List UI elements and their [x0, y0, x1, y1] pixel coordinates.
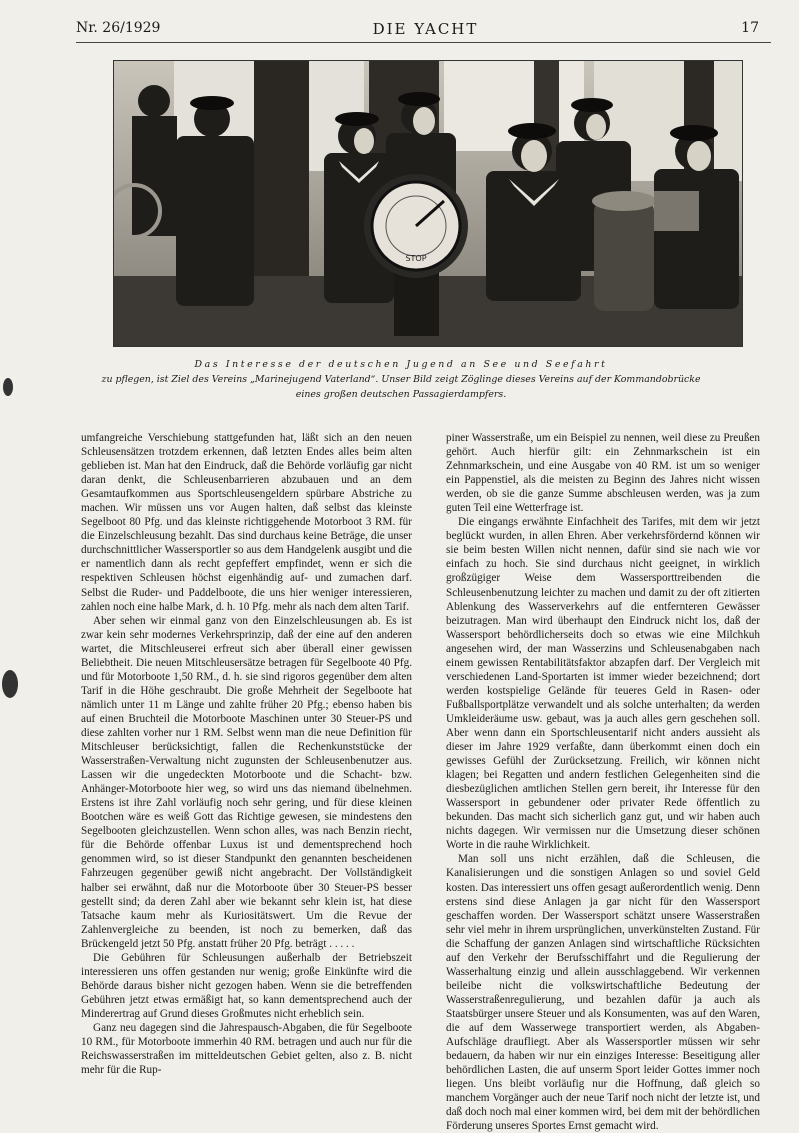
bridge-photo-illustration	[114, 61, 742, 346]
ink-blot	[2, 670, 18, 698]
header-rule	[76, 42, 771, 43]
page-number: 17	[741, 20, 759, 36]
right-column	[446, 431, 760, 1133]
photo-caption	[74, 357, 728, 402]
paragraph: Die eingangs erwähnte Einfachheit des Tarifes, mit dem wir jetzt beglückt wurden, in allen Ehren. Aber verkehrsfördernd können wir sie beim besten Willen nicht nennen, dafür sind sie nach wie vor einfach zu hoch. Sie sind durchaus nicht geeignet, in wirklich großzügiger Weise dem Wassersporttreibenden die Schleusenbenutzung leichter zu machen und damit zu der oft zitierten Ablenkung des Wasserverkehrs auf die entfernteren Gewässer beizutragen. Man wird überhaupt den Eindruck nicht los, daß der Wassersport behördlicherseits doch so etwas wie eine Milchkuh angesehen wird, der man Wasserzins und Schleusenabgaben nach einem gewissen Rentabilitätsfaktor abzapfen darf. Der Vergleich mit verschiedenen Land-Sportarten ist immer wieder bezeichnend; dort werden kostspielige Gelände für teueres Geld in Rasen- oder Fußballsportplätze verwandelt und als solche unterhalten; da werden Umkleideräume usw. gebaut, was ja auch alles gern geschehen soll. Aber wenn dann ein Sportschleusentarif nicht anders aussieht als dieser im Jahre 1929 verfaßte, dann überkommt einen doch ein gewisses Gefühl der Zurücksetzung. Freilich, wir können nicht klagen; bei Regatten und andern festlichen Gelegenheiten sind die diesbezüglichen amtlichen Stellen gern bereit, ihr Interesse für den Wassersport in gebundener oder privater Rede öffentlich zu bekunden. Das macht sich sicherlich ganz gut, und wir haben auch nichts dagegen. Wir vermissen nur die Umsetzung dieser schönen Worte in die rauhe Wirklichkeit.	[446, 516, 760, 852]
paragraph: Man soll uns nicht erzählen, daß die Schleusen, die Kanalisierungen und die sonstigen Anlagen so und soviel Geld kosten. Das interessiert uns offen gesagt außerordentlich wenig. Denn erstens sind diese Anlagen ja gar nicht für den Wassersport geschaffen worden. Der Wassersport schätzt unsere Wasserstraßen sehr viel mehr in ihrem ursprünglichen, unverkünstelten Zustand. Für die Schaffung der ganzen Anlagen sind wirtschaftliche Rücksichten auf den Verkehr der Berufsschiffahrt und die Regulierung der Wasserhaltung einzig und allein ausschlaggebend. Wir verkennen beileibe nicht die volkswirtschaftliche Bedeutung der Wasserstraßenregulierung, und bezahlen dafür ja auch als Staatsbürger unsere Steuer und als Konsumenten, was auf den Waren, die auf dem Wasserwege transportiert werden, als Abgaben-Aufschläge draufliegt. Aber als Wassersportler müssen wir sehr bedauern, da haben wir nur ein einziges Interesse: Beseitigung aller behördlichen Lasten, die auf unserm Sport leider Gottes immer noch liegen. Uns bleibt vorläufig nur die Hoffnung, daß gleich so manchem Vorgänger auch der neue Tarif noch nicht der letzte ist, und daß doch noch mal einer kommen wird, bei dem mit der behördlichen Förderung unseres Sportes Ernst gemacht wird.	[446, 853, 760, 1133]
telegraph-dial-text: STOP	[405, 254, 427, 263]
paragraph: Die Gebühren für Schleusungen außerhalb der Betriebszeit interessieren uns offen gestanden nur wenig; große Einkünfte wird die Behörde daraus bisher nicht gezogen haben. Wenn sie die betreffenden Gebühren jetzt etwas ermäßigt hat, so kann dementsprechend auch der Minderertrag auf Grund dieses Großmutes nicht erheblich sein.	[81, 951, 412, 1020]
caption-line-3: eines großen deutschen Passagierdampfers.	[295, 389, 507, 400]
bridge-photo	[113, 60, 743, 347]
paragraph: Aber sehen wir einmal ganz von den Einzelschleusungen ab. Es ist zwar kein sehr modernes Verkehrsprinzip, daß der eine auf den anderen wartet, die Mitschleuserei erfreut sich aber überall einer gewissen Beliebtheit. Die neuen Mitschleusersätze betragen für Segelboote 40 Pfg. und für Motorboote 1,50 RM., d. h. sie sind rigoros gegenüber dem alten Tarif in die Höhe geschraubt. Die große Mehrheit der Segelboote hat nämlich unter 11 m Länge und zahlte früher 20 Pfg.; ebenso haben bis auf einen Bruchteil die Motorboote Maschinen unter 30 Steuer-PS und diese zahlten vorher nur 1 RM. Selbst wenn man die neue Definition für Mitschleuser berücksichtigt, fallen die Rechenkunststücke der Wasserstraßen-Verwaltung nicht zugunsten der Schleusenbenutzer aus. Lassen wir die ungedeckten Motorboote und die Schacht- bzw. Anhänger-Motorboote hier weg, so wird uns das niemand übelnehmen. Erstens ist ihre Zahl vorläufig noch sehr gering, und für diese kleinen Bootchen wäre es weiß Gott das Richtige gewesen, sie mindestens den Segelbooten gleichzustellen. Wenn schon alles, was nach Benzin riecht, für die Behörde offenbar Luxus ist und dementsprechend hoch genommen wird, so ist dieser Standpunkt den genannten bescheidenen Fahrzeugen gegenüber gewiß nicht angebracht. Der Vollständigkeit halber sei erwähnt, daß nur die Motorboote über 30 Steuer-PS besser gestellt sind; da deren Zahl aber wie bekannt sehr klein ist, hat diese Tatsache kaum mehr als Kuriositätswert. Um die Revue der Zahlenvergleiche zu beenden, ist noch zu bemerken, daß das Brückengeld jetzt 50 Pfg. anstatt früher 20 Pfg. beträgt . . . . .	[81, 614, 412, 950]
paragraph: umfangreiche Verschiebung stattgefunden hat, läßt sich an den neuen Schleusensätzen trotzdem erkennen, daß letzten Endes alles beim alten geblieben ist. Man hat den Eindruck, daß die Behörde vorläufig gar nicht daran denkt, die Schleusenbarrieren abzubauen und an dem Gesamtaufkommen aus Sportschleusengeldern spürbare Abstriche zu machen. Wir müssen uns vor Augen halten, daß selbst das kleinste Segelboot 80 Pfg. und das kleinste richtiggehende Motorboot 3 RM. für die Einzelschleusung bezahlt. Das sind durchaus keine Beträge, die unser durchschnittlicher Wassersportler so aus dem Handgelenk ausgibt und die er namentlich dann als recht gepfeffert empfindet, wenn er sich die respektiven Schleusen höchst eigenhändig auf- und zumachen darf. Selbst die Ruder- und Paddelboote, die uns hier weniger interessieren, zahlen noch eine halbe Mark, d. h. 10 Pfg. mehr als nach dem alten Tarif.	[81, 432, 412, 613]
ink-blot	[3, 378, 13, 396]
magazine-title: DIE YACHT	[372, 20, 479, 38]
issue-number: Nr. 26/1929	[76, 20, 161, 36]
caption-line-1: Das Interesse der deutschen Jugend an See und Seefahrt	[194, 359, 608, 370]
left-column	[81, 431, 412, 1077]
page-header	[76, 20, 775, 42]
paragraph: piner Wasserstraße, um ein Beispiel zu nennen, weil diese zu Preußen gehört. Auch hierfür gilt: ein Zehnmarkschein ist ein Zehnmarkschein, und eine Ausgabe von 40 RM. ist um so weniger ein Pappenstiel, als die meisten zu Beginn des Jahres nicht wissen werden, ob sie die ganze Summe abschleusen werden, was ja zum guten Teil eine Wetterfrage ist.	[446, 432, 760, 515]
paragraph: Ganz neu dagegen sind die Jahrespausch-Abgaben, die für Segelboote 10 RM., für Motorboote immerhin 40 RM. betragen und auch nur für die Reichswasserstraßen im mitteldeutschen Gebiet gelten, also z. B. nicht mehr für die Rup-	[81, 1021, 412, 1077]
caption-line-2: zu pflegen, ist Ziel des Vereins „Marinejugend Vaterland“. Unser Bild zeigt Zöglinge dieses Vereins auf der Kommandobrücke	[101, 374, 701, 385]
